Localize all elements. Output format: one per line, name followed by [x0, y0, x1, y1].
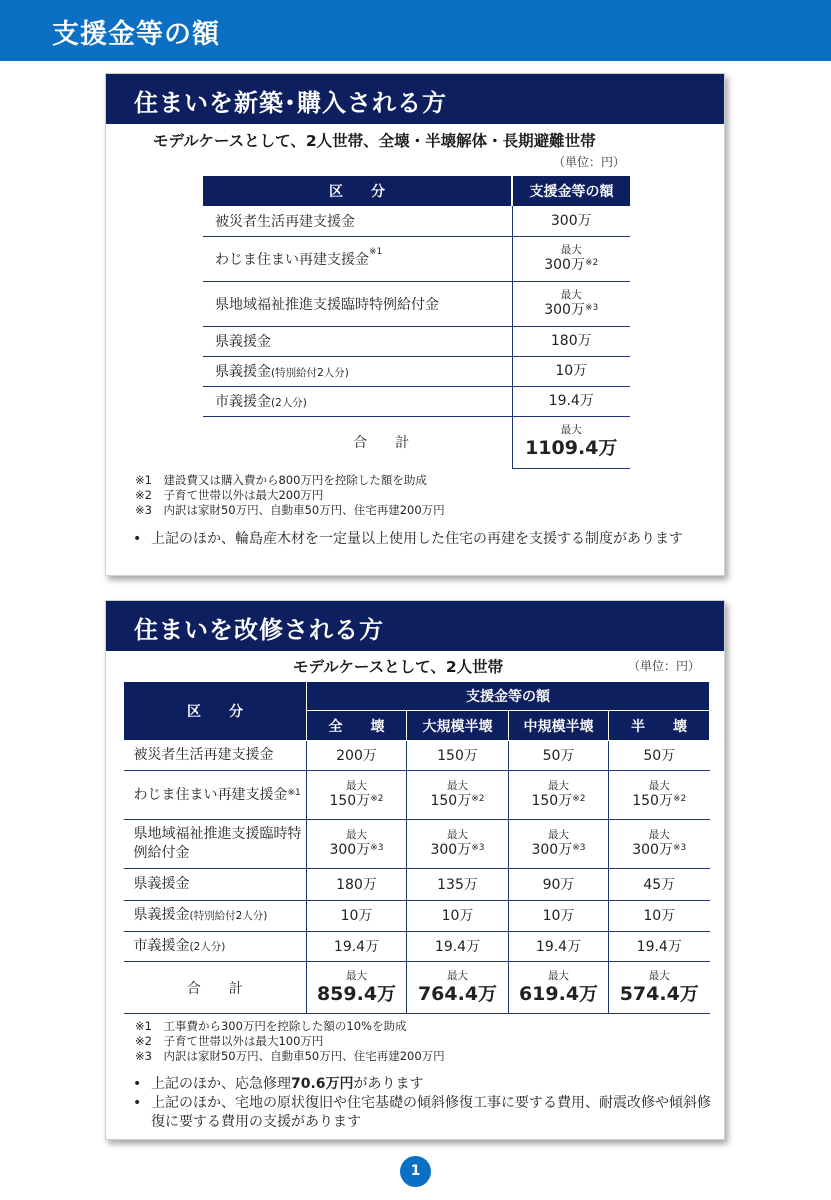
table-row [203, 326, 630, 356]
footnote: ※3 内訳は家財50万円、自動車50万円、住宅再建200万円 [135, 503, 445, 517]
row-value: 200万 [307, 741, 407, 771]
row-value: 10万 [512, 356, 630, 386]
row-value: 最大 150万$^{※2}$ [509, 771, 609, 820]
total-row [124, 962, 710, 1014]
row-value: 19.4万 [609, 932, 710, 962]
row-label: 県義援金 [124, 869, 307, 901]
bullet-text: があります [353, 1076, 424, 1092]
support-table [203, 176, 630, 469]
row-value: 最大 300万$^{※3}$ [407, 820, 509, 869]
footnote: ※2 子育て世帯以外は最大100万円 [135, 1034, 324, 1048]
row-value: 最大 150万$^{※2}$ [407, 771, 509, 820]
table-row [124, 820, 710, 869]
table-row [124, 741, 710, 771]
row-value: 90万 [509, 869, 609, 901]
bullet-list [131, 530, 716, 549]
table-row [124, 869, 710, 901]
table-row [124, 901, 710, 932]
row-label: 市義援金(2人分) [203, 386, 512, 416]
total-value: 1109.4万 [525, 437, 618, 459]
total-max-label: 最大 [346, 969, 367, 982]
row-value: 180万 [307, 869, 407, 901]
section-renovation [105, 600, 725, 1140]
section-title: 住まいを新築･購入される方 [106, 74, 724, 124]
total-value: 574.4万 [619, 982, 699, 1005]
row-value: 50万 [509, 741, 609, 771]
header-hankai: 半 壊 [609, 711, 710, 741]
footnotes [135, 473, 445, 518]
row-value: 10万 [407, 901, 509, 932]
row-value: 最大 300万$^{※2}$ [512, 236, 630, 281]
row-value: 19.4万 [307, 932, 407, 962]
row-value: 19.4万 [407, 932, 509, 962]
section-subtitle: モデルケースとして、2人世帯 [293, 658, 504, 676]
header-amount: 支援金等の額 [512, 176, 630, 206]
header-zenkai: 全 壊 [307, 711, 407, 741]
table-row [124, 932, 710, 962]
row-value: 最大 300万$^{※3}$ [509, 820, 609, 869]
row-label: 被災者生活再建支援金 [203, 206, 512, 236]
header-amount: 支援金等の額 [307, 682, 710, 711]
header-chukibo: 中規模半壊 [509, 711, 609, 741]
bullet-text: 上記のほか、応急修理 [151, 1076, 291, 1092]
row-label: 県義援金(特別給付2人分) [124, 901, 307, 932]
row-value: 10万 [307, 901, 407, 932]
row-label: 市義援金(2人分) [124, 932, 307, 962]
header-category: 区 分 [124, 682, 307, 741]
total-value: 764.4万 [417, 982, 498, 1005]
unit-label: （単位：円） [628, 659, 701, 673]
row-value: 最大 150万$^{※2}$ [609, 771, 710, 820]
page-header [0, 0, 831, 61]
header-category: 区 分 [203, 176, 512, 206]
bullet-item [131, 1075, 716, 1094]
row-value: 180万 [512, 326, 630, 356]
total-value: 859.4万 [316, 982, 397, 1005]
table-row [203, 281, 630, 326]
row-value: 10万 [509, 901, 609, 932]
footnote: ※2 子育て世帯以外は最大200万円 [135, 488, 324, 502]
bullet-list [131, 1075, 716, 1132]
total-max-label: 最大 [648, 969, 670, 982]
total-max-label: 最大 [560, 424, 582, 436]
row-value: 19.4万 [509, 932, 609, 962]
footnote: ※3 内訳は家財50万円、自動車50万円、住宅再建200万円 [135, 1049, 445, 1063]
row-value: 最大 300万$^{※3}$ [307, 820, 407, 869]
footnote: ※1 建設費又は購入費から800万円を控除した額を助成 [135, 473, 427, 487]
row-label: 県義援金 [203, 326, 512, 356]
total-row [203, 416, 630, 468]
total-label: 合 計 [353, 435, 410, 452]
table-row [203, 236, 630, 281]
bullet-emphasis: 70.6万円 [291, 1076, 354, 1092]
section-title: 住まいを改修される方 [106, 601, 724, 651]
row-value: 50万 [609, 741, 710, 771]
unit-label: （単位：円） [553, 155, 626, 169]
row-value: 19.4万 [512, 386, 630, 416]
page-number: 1 [400, 1156, 431, 1187]
row-value: 150万 [407, 741, 509, 771]
section-subtitle: モデルケースとして、2人世帯、全壊・半壊解体・長期避難世帯 [153, 132, 596, 150]
footnotes [135, 1019, 445, 1064]
row-value: 最大 300万$^{※3}$ [609, 820, 710, 869]
table-row [203, 206, 630, 236]
row-value: 最大 150万$^{※2}$ [307, 771, 407, 820]
row-value: 135万 [407, 869, 509, 901]
row-value: 最大 300万$^{※3}$ [512, 281, 630, 326]
total-max-label: 最大 [447, 969, 468, 982]
table-row [203, 356, 630, 386]
row-label: わじま住まい再建支援金$^{※1}$ [124, 771, 307, 820]
total-max-label: 最大 [548, 969, 569, 982]
row-label: 県地域福祉推進支援臨時特例給付金 [203, 281, 512, 326]
footnote: ※1 工事費から300万円を控除した額の10%を助成 [135, 1019, 407, 1033]
row-value: 10万 [609, 901, 710, 932]
table-row [124, 771, 710, 820]
bullet-item: • 上記のほか、宅地の原状復旧や住宅基礎の傾斜修復工事に要する費用、耐震改修や傾斜修復に要する費用の支援があります [131, 1094, 716, 1132]
total-value: 619.4万 [518, 982, 599, 1005]
row-value: 300万 [512, 206, 630, 236]
bullet-item: • 上記のほか、輪島産木材を一定量以上使用した住宅の再建を支援する制度があります [131, 530, 716, 549]
row-label: 県地域福祉推進支援臨時特例給付金 [124, 820, 307, 869]
section-new-build [105, 73, 725, 576]
support-table [123, 681, 710, 1014]
table-row [203, 386, 630, 416]
row-label: わじま住まい再建支援金$^{※1}$ [203, 236, 512, 281]
row-value: 45万 [609, 869, 710, 901]
row-label: 被災者生活再建支援金 [124, 741, 307, 771]
total-label: 合 計 [124, 962, 307, 1014]
row-label: 県義援金(特別給付2人分) [203, 356, 512, 386]
page-title: 支援金等の額 [52, 19, 220, 50]
header-daikibo: 大規模半壊 [407, 711, 509, 741]
